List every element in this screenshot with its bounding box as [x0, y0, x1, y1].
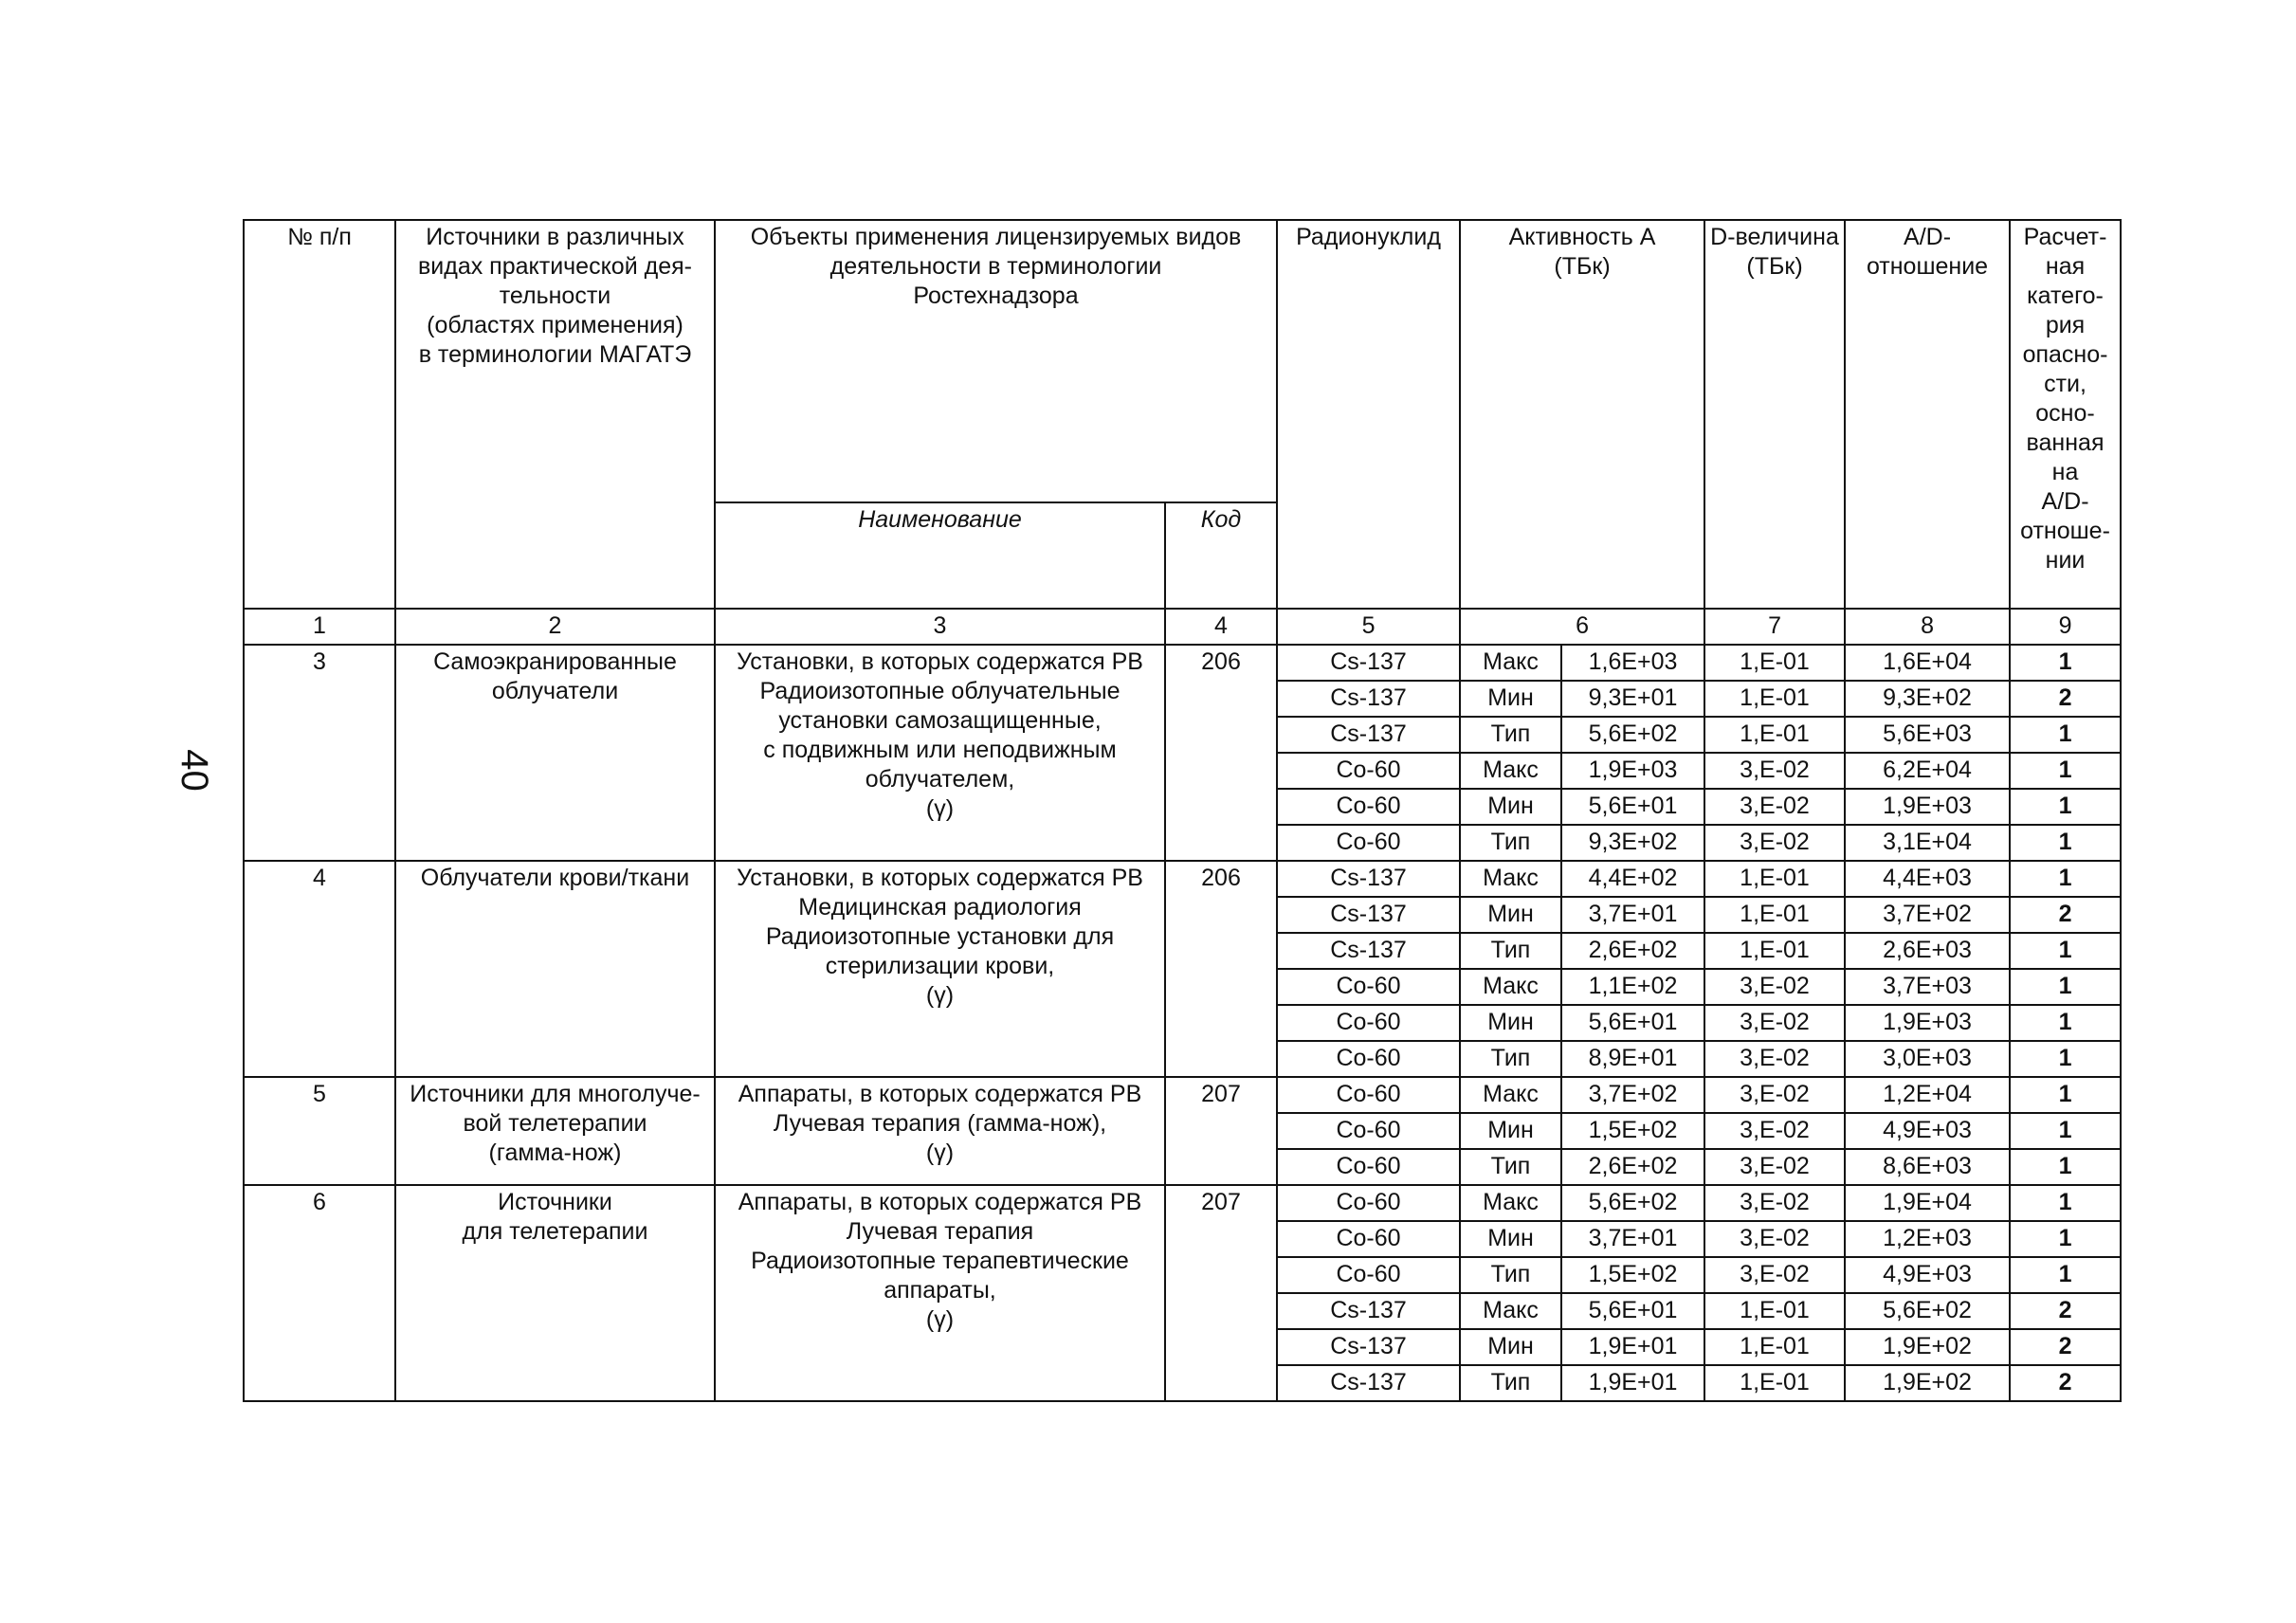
header-num — [244, 220, 395, 609]
nuclide-cell: Cs-137 — [1277, 861, 1460, 897]
d-value-cell: 3,E-02 — [1704, 1041, 1845, 1077]
ad-ratio-cell: 4,4E+03 — [1845, 861, 2010, 897]
header-source — [395, 220, 715, 609]
line: Лучевая терапия (гамма-нож), — [773, 1110, 1107, 1137]
d-value-cell: 3,E-02 — [1704, 1077, 1845, 1113]
page-number: 40 — [173, 749, 215, 792]
activity-cell: 9,3E+01 — [1561, 681, 1704, 717]
line: облучатели — [491, 678, 619, 704]
column-number: 5 — [1277, 609, 1460, 645]
line: аппараты, — [884, 1277, 996, 1304]
nuclide-cell: Cs-137 — [1277, 1365, 1460, 1401]
line: катего- — [2027, 283, 2104, 309]
d-value-cell: 3,E-02 — [1704, 1221, 1845, 1257]
line: рия — [2045, 312, 2086, 338]
activity-cell: 3,7E+01 — [1561, 1221, 1704, 1257]
group-code: 206 — [1165, 645, 1277, 861]
column-number: 2 — [395, 609, 715, 645]
d-value-cell: 1,E-01 — [1704, 1329, 1845, 1365]
header-nuclide: Радионуклид — [1277, 220, 1460, 609]
header-ad-ratio — [1845, 220, 2010, 609]
table-row — [244, 1185, 2121, 1221]
group-source — [395, 645, 715, 861]
column-number: 1 — [244, 609, 395, 645]
nuclide-cell: Co-60 — [1277, 1257, 1460, 1293]
nuclide-cell: Co-60 — [1277, 1113, 1460, 1149]
line: A/D- — [2041, 488, 2089, 515]
d-value-cell: 3,E-02 — [1704, 1185, 1845, 1221]
line: A/D- — [1904, 224, 1952, 250]
group-object — [715, 1185, 1165, 1401]
line: (ТБк) — [1554, 253, 1611, 280]
activity-cell: 8,9E+01 — [1561, 1041, 1704, 1077]
column-number: 4 — [1165, 609, 1277, 645]
value-type-cell: Тип — [1460, 825, 1561, 861]
line: (гамма-нож) — [488, 1140, 622, 1166]
activity-cell: 2,6E+02 — [1561, 1149, 1704, 1185]
activity-cell: 3,7E+01 — [1561, 897, 1704, 933]
nuclide-cell: Cs-137 — [1277, 681, 1460, 717]
ad-ratio-cell: 1,9E+04 — [1845, 1185, 2010, 1221]
value-type-cell: Макс — [1460, 969, 1561, 1005]
line: тельности — [499, 283, 611, 309]
ad-ratio-cell: 6,2E+04 — [1845, 753, 2010, 789]
line: (областях применения) — [427, 312, 683, 338]
group-code: 207 — [1165, 1185, 1277, 1401]
category-cell: 1 — [2010, 1113, 2121, 1149]
activity-cell: 5,6E+01 — [1561, 789, 1704, 825]
value-type-cell: Мин — [1460, 1005, 1561, 1041]
line: вой телетерапии — [463, 1110, 647, 1137]
line: отношение — [1866, 253, 1989, 280]
line: Установки, в которых содержатся РВ — [737, 865, 1143, 891]
ad-ratio-cell: 4,9E+03 — [1845, 1257, 2010, 1293]
category-cell: 2 — [2010, 1365, 2121, 1401]
category-cell: 2 — [2010, 897, 2121, 933]
line: Объекты применения лицензируемых видов — [750, 224, 1242, 250]
ad-ratio-cell: 1,2E+03 — [1845, 1221, 2010, 1257]
d-value-cell: 3,E-02 — [1704, 789, 1845, 825]
value-type-cell: Тип — [1460, 1365, 1561, 1401]
ad-ratio-cell: 3,0E+03 — [1845, 1041, 2010, 1077]
line: деятельности в терминологии — [829, 253, 1162, 280]
value-type-cell: Макс — [1460, 645, 1561, 681]
category-cell: 2 — [2010, 681, 2121, 717]
activity-cell: 1,6E+03 — [1561, 645, 1704, 681]
d-value-cell: 1,E-01 — [1704, 897, 1845, 933]
d-value-cell: 3,E-02 — [1704, 1113, 1845, 1149]
line: Ростехнадзора — [913, 283, 1079, 309]
line: сти, — [2044, 371, 2086, 397]
value-type-cell: Макс — [1460, 753, 1561, 789]
category-cell: 1 — [2010, 1149, 2121, 1185]
value-type-cell: Мин — [1460, 681, 1561, 717]
nuclide-cell: Co-60 — [1277, 969, 1460, 1005]
nuclide-cell: Cs-137 — [1277, 645, 1460, 681]
ad-ratio-cell: 1,2E+04 — [1845, 1077, 2010, 1113]
line: Активность A — [1508, 224, 1656, 250]
d-value-cell: 3,E-02 — [1704, 1257, 1845, 1293]
activity-cell: 1,5E+02 — [1561, 1257, 1704, 1293]
line: D-величина — [1710, 224, 1839, 250]
group-code: 206 — [1165, 861, 1277, 1077]
line: с подвижным или неподвижным — [763, 737, 1117, 763]
line: нии — [2045, 547, 2086, 574]
header-objects — [715, 220, 1277, 502]
category-cell: 1 — [2010, 1185, 2121, 1221]
group-number: 3 — [244, 645, 395, 861]
d-value-cell: 1,E-01 — [1704, 933, 1845, 969]
value-type-cell: Тип — [1460, 1041, 1561, 1077]
category-cell: 1 — [2010, 645, 2121, 681]
ad-ratio-cell: 1,9E+03 — [1845, 1005, 2010, 1041]
nuclide-cell: Co-60 — [1277, 825, 1460, 861]
activity-cell: 4,4E+02 — [1561, 861, 1704, 897]
line: Медицинская радиология — [798, 894, 1082, 921]
line: осно- — [2035, 400, 2095, 427]
group-number: 5 — [244, 1077, 395, 1185]
group-object — [715, 1077, 1165, 1185]
d-value-cell: 3,E-02 — [1704, 969, 1845, 1005]
value-type-cell: Тип — [1460, 717, 1561, 753]
line: Установки, в которых содержатся РВ — [737, 648, 1143, 675]
line: Облучатели крови/ткани — [420, 865, 690, 891]
activity-cell: 1,5E+02 — [1561, 1113, 1704, 1149]
value-type-cell: Мин — [1460, 897, 1561, 933]
ad-ratio-cell: 1,9E+02 — [1845, 1365, 2010, 1401]
line: Лучевая терапия — [846, 1218, 1034, 1245]
line: Радиоизотопные установки для — [765, 923, 1115, 950]
activity-cell: 5,6E+01 — [1561, 1293, 1704, 1329]
d-value-cell: 1,E-01 — [1704, 1365, 1845, 1401]
category-cell: 1 — [2010, 717, 2121, 753]
table-row — [244, 861, 2121, 897]
value-type-cell: Макс — [1460, 1185, 1561, 1221]
column-number: 7 — [1704, 609, 1845, 645]
line: отноше- — [2020, 518, 2110, 544]
category-cell: 1 — [2010, 789, 2121, 825]
ad-ratio-cell: 3,7E+02 — [1845, 897, 2010, 933]
line: Самоэкранированные — [433, 648, 677, 675]
radionuclide-table — [243, 219, 2122, 1402]
category-cell: 1 — [2010, 1005, 2121, 1041]
group-code: 207 — [1165, 1077, 1277, 1185]
value-type-cell: Мин — [1460, 1221, 1561, 1257]
line: (γ) — [925, 1140, 955, 1166]
ad-ratio-cell: 3,7E+03 — [1845, 969, 2010, 1005]
nuclide-cell: Co-60 — [1277, 1005, 1460, 1041]
line: Источники — [498, 1189, 612, 1215]
ad-ratio-cell: 5,6E+02 — [1845, 1293, 2010, 1329]
nuclide-cell: Co-60 — [1277, 1041, 1460, 1077]
category-cell: 1 — [2010, 1041, 2121, 1077]
line: облучателем, — [865, 766, 1015, 793]
column-numbers-row — [244, 609, 2121, 645]
activity-cell: 1,9E+01 — [1561, 1365, 1704, 1401]
column-number: 3 — [715, 609, 1165, 645]
line: опасно- — [2022, 341, 2108, 368]
nuclide-cell: Cs-137 — [1277, 717, 1460, 753]
value-type-cell: Мин — [1460, 1113, 1561, 1149]
group-number: 4 — [244, 861, 395, 1077]
category-cell: 1 — [2010, 969, 2121, 1005]
line: ная — [2045, 253, 2086, 280]
value-type-cell: Макс — [1460, 1293, 1561, 1329]
value-type-cell: Тип — [1460, 1149, 1561, 1185]
d-value-cell: 1,E-01 — [1704, 861, 1845, 897]
d-value-cell: 3,E-02 — [1704, 825, 1845, 861]
line: Радиоизотопные терапевтические — [751, 1248, 1129, 1274]
header-d-value — [1704, 220, 1845, 609]
category-cell: 1 — [2010, 1221, 2121, 1257]
nuclide-cell: Cs-137 — [1277, 1329, 1460, 1365]
d-value-cell: 1,E-01 — [1704, 1293, 1845, 1329]
column-number: 8 — [1845, 609, 2010, 645]
ad-ratio-cell: 4,9E+03 — [1845, 1113, 2010, 1149]
nuclide-cell: Co-60 — [1277, 1149, 1460, 1185]
line: для телетерапии — [462, 1218, 648, 1245]
column-number: 9 — [2010, 609, 2121, 645]
nuclide-cell: Co-60 — [1277, 1221, 1460, 1257]
ad-ratio-cell: 5,6E+03 — [1845, 717, 2010, 753]
column-number: 6 — [1460, 609, 1704, 645]
d-value-cell: 3,E-02 — [1704, 1005, 1845, 1041]
category-cell: 1 — [2010, 1077, 2121, 1113]
activity-cell: 2,6E+02 — [1561, 933, 1704, 969]
value-type-cell: Мин — [1460, 789, 1561, 825]
line: (γ) — [925, 795, 955, 822]
category-cell: 1 — [2010, 753, 2121, 789]
ad-ratio-cell: 1,9E+02 — [1845, 1329, 2010, 1365]
header-object-name: Наименование — [715, 502, 1165, 609]
header-object-code: Код — [1165, 502, 1277, 609]
line: Радиоизотопные облучательные — [759, 678, 1121, 704]
group-number: 6 — [244, 1185, 395, 1401]
d-value-cell: 3,E-02 — [1704, 1149, 1845, 1185]
nuclide-cell: Co-60 — [1277, 1077, 1460, 1113]
group-source — [395, 1185, 715, 1401]
activity-cell: 3,7E+02 — [1561, 1077, 1704, 1113]
nuclide-cell: Co-60 — [1277, 1185, 1460, 1221]
value-type-cell: Макс — [1460, 861, 1561, 897]
group-source — [395, 1077, 715, 1185]
table-row — [244, 1077, 2121, 1113]
ad-ratio-cell: 1,9E+03 — [1845, 789, 2010, 825]
value-type-cell: Тип — [1460, 1257, 1561, 1293]
activity-cell: 5,6E+01 — [1561, 1005, 1704, 1041]
category-cell: 1 — [2010, 861, 2121, 897]
category-cell: 2 — [2010, 1293, 2121, 1329]
ad-ratio-cell: 8,6E+03 — [1845, 1149, 2010, 1185]
line: стерилизации крови, — [825, 953, 1055, 979]
value-type-cell: Макс — [1460, 1077, 1561, 1113]
d-value-cell: 1,E-01 — [1704, 645, 1845, 681]
d-value-cell: 1,E-01 — [1704, 681, 1845, 717]
line: Расчет- — [2023, 224, 2107, 250]
ad-ratio-cell: 9,3E+02 — [1845, 681, 2010, 717]
header-row — [244, 220, 2121, 502]
group-source — [395, 861, 715, 1077]
value-type-cell: Тип — [1460, 933, 1561, 969]
line: (ТБк) — [1746, 253, 1803, 280]
activity-cell: 1,1E+02 — [1561, 969, 1704, 1005]
activity-cell: 5,6E+02 — [1561, 717, 1704, 753]
line: (γ) — [925, 1306, 955, 1333]
line: установки самозащищенные, — [778, 707, 1102, 734]
table-row — [244, 645, 2121, 681]
activity-cell: 9,3E+02 — [1561, 825, 1704, 861]
activity-cell: 1,9E+01 — [1561, 1329, 1704, 1365]
group-object — [715, 861, 1165, 1077]
ad-ratio-cell: 1,6E+04 — [1845, 645, 2010, 681]
category-cell: 1 — [2010, 1257, 2121, 1293]
category-cell: 1 — [2010, 825, 2121, 861]
nuclide-cell: Cs-137 — [1277, 897, 1460, 933]
line: Аппараты, в которых содержатся РВ — [738, 1081, 1142, 1107]
ad-ratio-cell: 3,1E+04 — [1845, 825, 2010, 861]
group-object — [715, 645, 1165, 861]
line: ванная — [2026, 429, 2105, 456]
nuclide-cell: Co-60 — [1277, 789, 1460, 825]
nuclide-cell: Cs-137 — [1277, 933, 1460, 969]
d-value-cell: 3,E-02 — [1704, 753, 1845, 789]
nuclide-cell: Cs-137 — [1277, 1293, 1460, 1329]
header-category — [2010, 220, 2121, 609]
header-num-label: № п/п — [287, 224, 352, 250]
value-type-cell: Мин — [1460, 1329, 1561, 1365]
category-cell: 2 — [2010, 1329, 2121, 1365]
ad-ratio-cell: 2,6E+03 — [1845, 933, 2010, 969]
line: Источники в различных — [426, 224, 684, 250]
d-value-cell: 1,E-01 — [1704, 717, 1845, 753]
activity-cell: 5,6E+02 — [1561, 1185, 1704, 1221]
line: видах практической дея- — [418, 253, 692, 280]
line: в терминологии МАГАТЭ — [418, 341, 692, 368]
line: на — [2051, 459, 2079, 485]
line: Аппараты, в которых содержатся РВ — [738, 1189, 1142, 1215]
header-activity — [1460, 220, 1704, 609]
category-cell: 1 — [2010, 933, 2121, 969]
nuclide-cell: Co-60 — [1277, 753, 1460, 789]
activity-cell: 1,9E+03 — [1561, 753, 1704, 789]
line: Источники для многолуче- — [410, 1081, 701, 1107]
line: (γ) — [925, 982, 955, 1009]
